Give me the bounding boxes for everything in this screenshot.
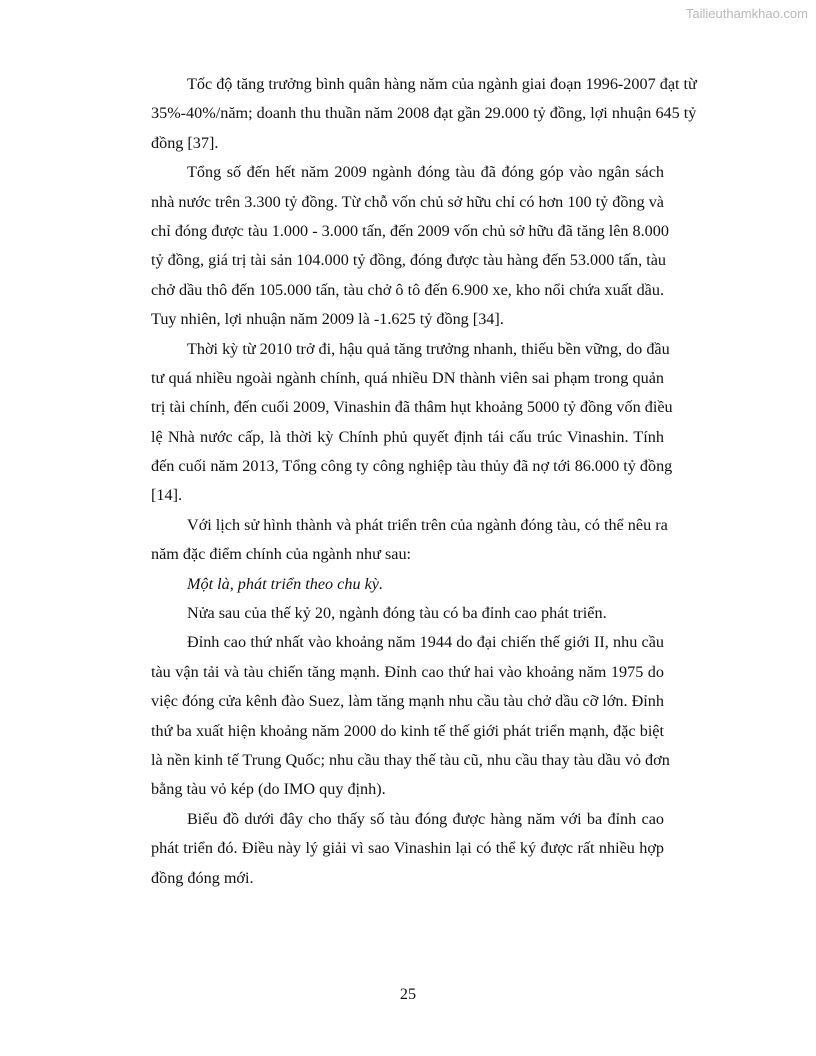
paragraph [151,70,697,158]
text-line: Thời kỳ từ 2010 trở đi, hậu quả tăng trưởng nhanh, thiếu bền vững, do đầu [187,339,670,358]
text-line: trị tài chính, đến cuối 2009, Vinashin đã thâm hụt khoảng 5000 tỷ đồng vốn điều [151,398,673,417]
text-line: đồng đóng mới. [151,868,254,887]
text-line: Với lịch sử hình thành và phát triển trên của ngành đóng tàu, có thể nêu ra [187,515,668,534]
text-line: bằng tàu vỏ kép (do IMO quy định). [151,780,386,799]
text-line: việc đóng cửa kênh đào Suez, làm tăng mạnh nhu cầu tàu chở dầu cỡ lớn. Đỉnh [151,692,664,711]
text-line: tàu vận tải và tàu chiến tăng mạnh. Đỉnh cao thứ hai vào khoảng năm 1975 do [151,662,664,681]
text-line: thứ ba xuất hiện khoảng năm 2000 do kinh tế thế giới phát triển mạnh, đặc biệt [151,721,664,740]
text-line: 35%-40%/năm; doanh thu thuần năm 2008 đạt gần 29.000 tỷ đồng, lợi nhuận 645 tỷ [151,104,697,123]
text-line: lệ Nhà nước cấp, là thời kỳ Chính phủ quyết định tái cấu trúc Vinashin. Tính [151,427,664,446]
text-line: phát triển đó. Điều này lý giải vì sao Vinashin lại có thể ký được rất nhiều hợp [151,839,664,858]
text-line: Nửa sau của thế kỷ 20, ngành đóng tàu có ba đỉnh cao phát triển. [187,604,607,623]
text-line: Tuy nhiên, lợi nhuận năm 2009 là -1.625 tỷ đồng [34]. [151,310,504,329]
text-line: Một là, phát triển theo chu kỳ. [187,574,384,593]
paragraph [151,599,664,628]
text-line: Đỉnh cao thứ nhất vào khoảng năm 1944 do đại chiến thế giới II, nhu cầu [187,633,664,652]
paragraph [151,511,668,570]
text-line: [14]. [151,486,183,505]
paragraph [151,628,670,804]
text-line: đồng [37]. [151,133,219,152]
text-line: Biểu đồ dưới đây cho thấy số tàu đóng được hàng năm với ba đỉnh cao [187,809,664,828]
paragraph [151,805,664,893]
text-line: chỉ đóng được tàu 1.000 - 3.000 tấn, đến 2009 vốn chủ sở hữu đã tăng lên 8.000 [151,221,669,240]
paragraph [151,570,664,599]
paragraph [151,335,673,511]
text-line: chở dầu thô đến 105.000 tấn, tàu chở ô tô đến 6.900 xe, kho nổi chứa xuất dầu. [151,280,664,299]
text-line: nhà nước trên 3.300 tỷ đồng. Từ chỗ vốn chủ sở hữu chỉ có hơn 100 tỷ đồng và [151,192,664,211]
watermark: Tailieuthamkhao.com [685,6,808,21]
text-line: Tổng số đến hết năm 2009 ngành đóng tàu đã đóng góp vào ngân sách [187,163,664,182]
text-line: tỷ đồng, giá trị tài sản 104.000 tỷ đồng, đóng được tàu hàng đến 53.000 tấn, tàu [151,251,667,270]
document-body [151,70,697,893]
text-line: năm đặc điểm chính của ngành như sau: [151,545,412,564]
text-line: đến cuối năm 2013, Tổng công ty công nghiệp tàu thủy đã nợ tới 86.000 tỷ đồng [151,457,673,476]
text-line: là nền kinh tế Trung Quốc; nhu cầu thay thế tàu cũ, nhu cầu thay tàu dầu vỏ đơn [151,750,670,769]
text-line: Tốc độ tăng trưởng bình quân hàng năm của ngành giai đoạn 1996-2007 đạt từ [187,75,697,93]
page-number: 25 [399,985,417,1003]
text-line: tư quá nhiều ngoài ngành chính, quá nhiều DN thành viên sai phạm trong quản [151,368,664,387]
paragraph [151,158,669,334]
